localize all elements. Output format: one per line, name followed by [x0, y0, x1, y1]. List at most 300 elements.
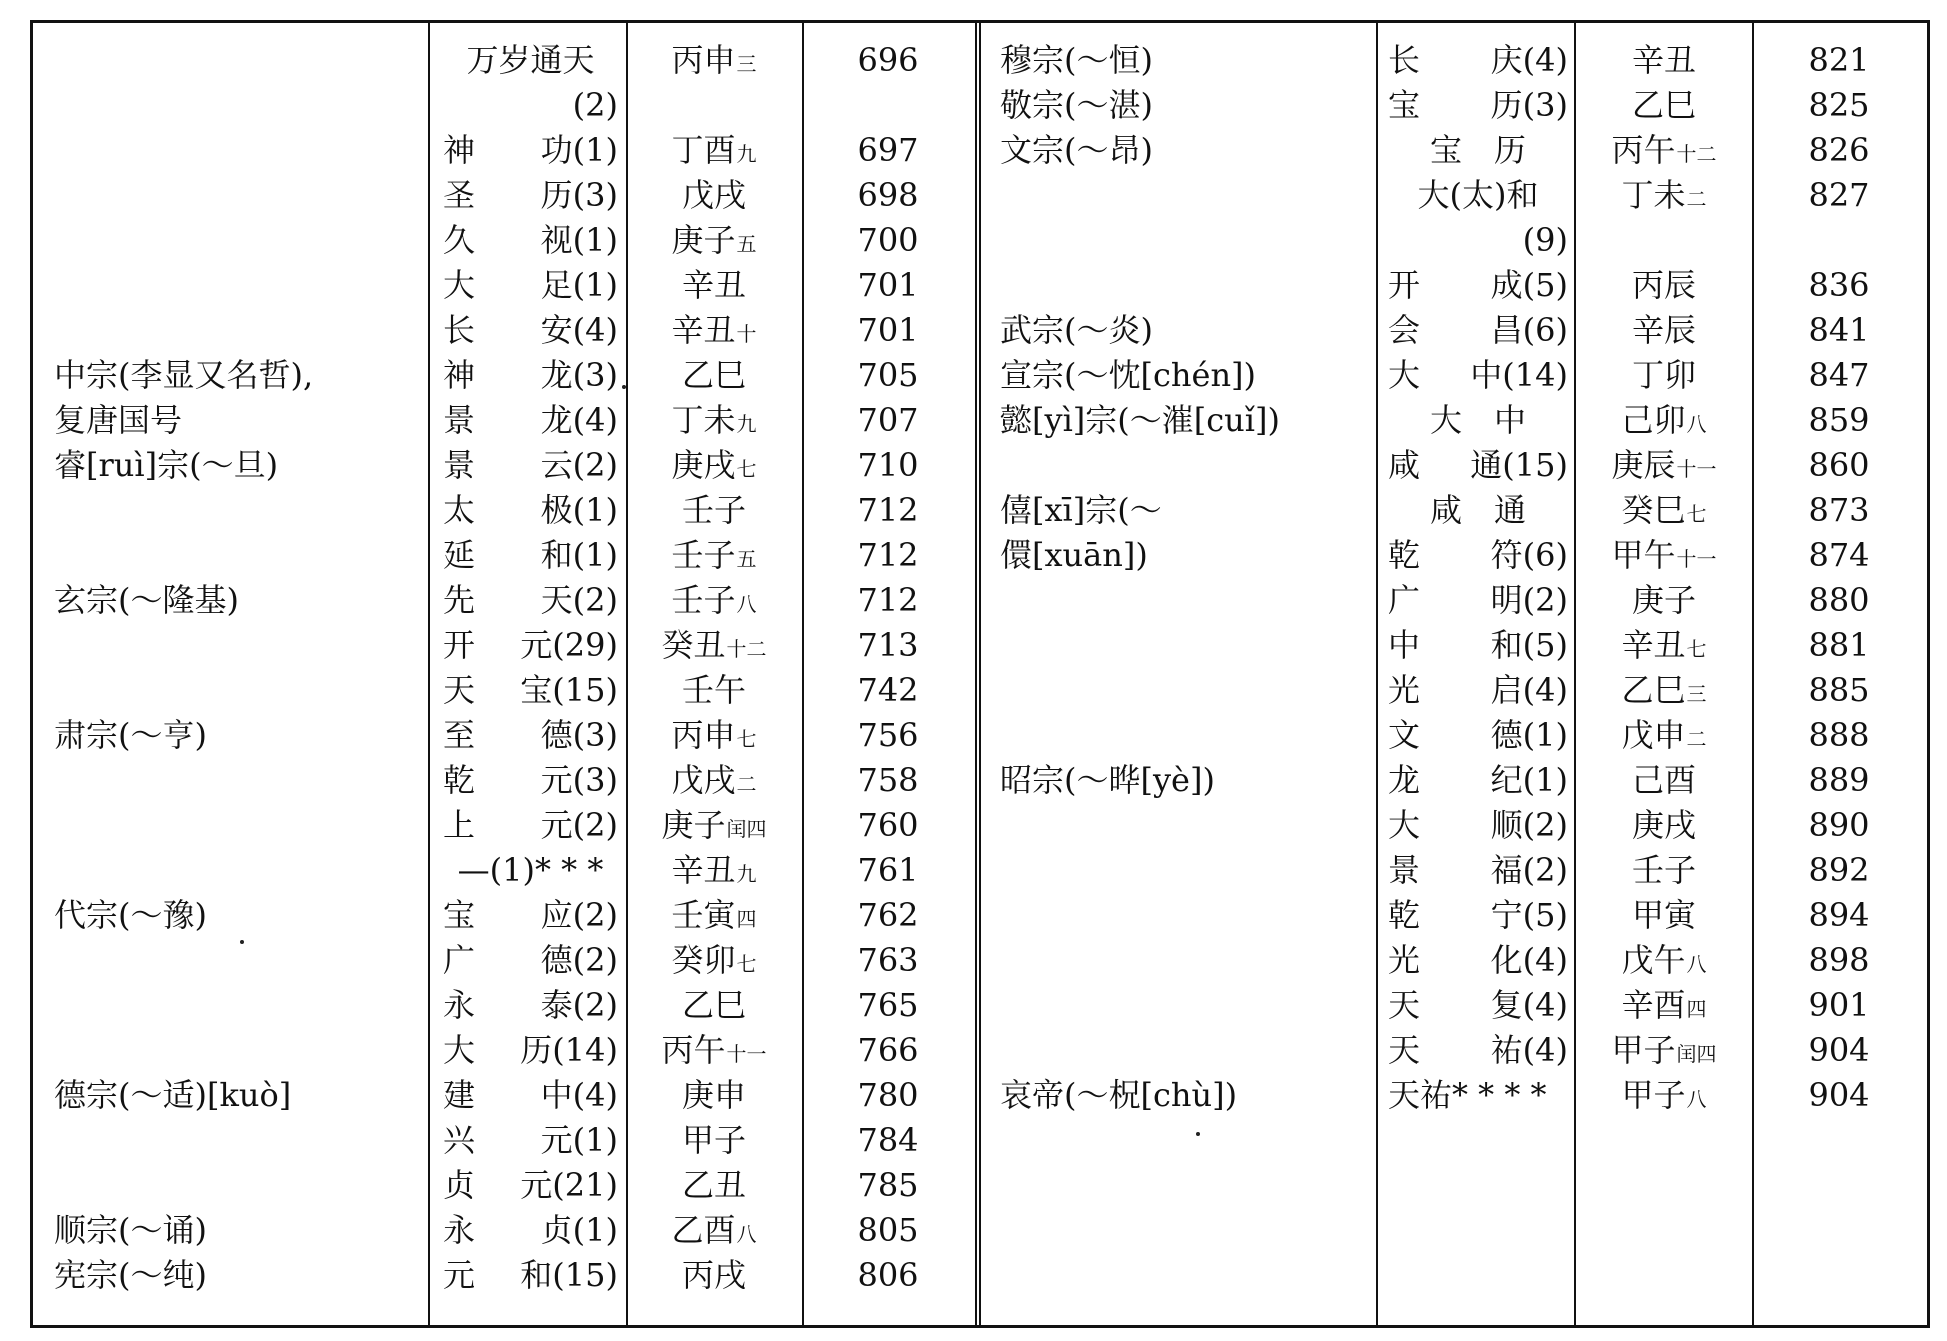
emperor-name: 顺宗(～诵) [54, 1211, 207, 1249]
ganzhi-cell [1582, 668, 1746, 717]
start-month: 八 [736, 592, 757, 616]
start-month: 八 [1686, 952, 1707, 976]
era-first-char: 乾 [443, 761, 476, 799]
start-month: 十一 [1676, 547, 1717, 571]
era-first-char: 永 [443, 986, 476, 1024]
era-rest: 足(1) [540, 266, 618, 304]
emperor-name: 德宗(～适)[kuò] [54, 1076, 292, 1114]
era-name [1388, 623, 1568, 668]
start-month: 九 [736, 142, 757, 166]
era-name [1388, 578, 1568, 623]
ganzhi-year: 丁未 [671, 401, 736, 439]
start-month: 八 [736, 1222, 757, 1246]
era-first-char: 兴 [443, 1121, 476, 1159]
era-first-char: 长 [1388, 41, 1421, 79]
ganzhi-year: 戊午 [1621, 941, 1686, 979]
emperor-name: 代宗(～豫) [54, 896, 207, 934]
ganzhi-year: 辛丑 [671, 311, 736, 349]
era-name [443, 1208, 618, 1253]
ganzhi-year: 丁酉 [671, 131, 736, 169]
ad-year: 763 [857, 941, 919, 979]
era-name [443, 578, 618, 623]
era-rest: 明(2) [1490, 581, 1568, 619]
ganzhi-cell [1582, 173, 1746, 222]
ganzhi-year: 辛辰 [1631, 311, 1696, 349]
ganzhi-year: 丁未 [1621, 176, 1686, 214]
ganzhi-year: 丁卯 [1631, 356, 1696, 394]
ganzhi-cell [1582, 488, 1746, 537]
ganzhi-cell [1582, 263, 1746, 308]
era-rest: 中(14) [1470, 356, 1568, 394]
ganzhi-year: 壬子 [671, 536, 736, 574]
ganzhi-year: 戊申 [1621, 716, 1686, 754]
era-first-char: 神 [443, 356, 476, 394]
ganzhi-cell [632, 578, 796, 627]
era-first-char: 元 [443, 1256, 476, 1294]
era-name [1388, 443, 1568, 488]
ad-year: 885 [1808, 671, 1870, 709]
ganzhi-year: 庚辰 [1611, 446, 1676, 484]
ganzhi-cell [1582, 758, 1746, 803]
era-rest: 通(15) [1470, 446, 1568, 484]
ganzhi-year: 壬午 [681, 671, 746, 709]
ad-year: 780 [857, 1076, 919, 1114]
ganzhi-year: 癸巳 [1621, 491, 1686, 529]
era-rest: 宁(5) [1490, 896, 1568, 934]
ad-year: 713 [857, 626, 919, 664]
era-rest: 元(1) [540, 1121, 618, 1159]
era-name [443, 713, 618, 758]
start-month: 四 [1686, 997, 1707, 1021]
start-month: 二 [1686, 727, 1707, 751]
emperor-name: 玄宗(～隆基) [54, 581, 239, 619]
column-divider [626, 20, 628, 1328]
ad-year: 697 [857, 131, 919, 169]
era-name [443, 218, 618, 263]
ad-year: 712 [857, 581, 919, 619]
ad-year: 762 [857, 896, 919, 934]
ganzhi-cell [1582, 893, 1746, 938]
ad-year: 873 [1808, 491, 1870, 529]
emperor-name: 肃宗(～亨) [54, 716, 207, 754]
ganzhi-year: 戊戌 [681, 176, 746, 214]
print-speck [1196, 1132, 1200, 1136]
ganzhi-cell [632, 1028, 796, 1077]
era-first-char: 中 [1388, 626, 1421, 664]
era-name [443, 443, 618, 488]
ganzhi-year: 丙戌 [681, 1256, 746, 1294]
ganzhi-cell [1582, 938, 1746, 987]
era-rest: 应(2) [540, 896, 618, 934]
era-name [1388, 893, 1568, 938]
ad-year: 742 [857, 671, 919, 709]
ganzhi-cell [1582, 398, 1746, 447]
ad-year: 756 [857, 716, 919, 754]
era-first-char: 永 [443, 1211, 476, 1249]
ganzhi-cell [632, 308, 796, 357]
era-first-char: 开 [1388, 266, 1421, 304]
ganzhi-year: 甲寅 [1631, 896, 1696, 934]
era-first-char: 广 [1388, 581, 1421, 619]
ganzhi-year: 丙午 [1611, 131, 1676, 169]
era-first-char: 景 [443, 446, 476, 484]
era-rest: 历(3) [540, 176, 618, 214]
era-name: 天祐* * * * [1388, 1076, 1547, 1114]
ad-year: 894 [1808, 896, 1870, 934]
era-name [1388, 1028, 1568, 1073]
era-first-char: 大 [1388, 806, 1421, 844]
column-divider [428, 20, 430, 1328]
era-rest: 元(29) [520, 626, 618, 664]
emperor-name: 穆宗(～恒) [1000, 41, 1153, 79]
era-rest: 符(6) [1490, 536, 1568, 574]
era-first-char: 太 [443, 491, 476, 529]
ad-year: 710 [857, 446, 919, 484]
era-rest: 和(15) [520, 1256, 618, 1294]
ad-year: 806 [857, 1256, 919, 1294]
ad-year: 701 [857, 311, 919, 349]
era-first-char: 天 [443, 671, 476, 709]
era-name [443, 173, 618, 218]
ganzhi-year: 丙辰 [1631, 266, 1696, 304]
start-month: 三 [1686, 682, 1707, 706]
emperor-name: 文宗(～昂) [1000, 131, 1153, 169]
ad-year: 712 [857, 536, 919, 574]
ganzhi-cell [1582, 443, 1746, 492]
era-rest: 泰(2) [540, 986, 618, 1024]
ganzhi-cell [632, 668, 796, 713]
era-rest: 贞(1) [540, 1211, 618, 1249]
emperor-name: 懿[yì]宗(～漼[cuǐ]) [1000, 401, 1280, 439]
ganzhi-cell [1582, 533, 1746, 582]
ganzhi-year: 壬子 [671, 581, 736, 619]
ganzhi-year: 甲子 [1611, 1031, 1676, 1069]
start-month: 二 [1686, 187, 1707, 211]
ad-year: 761 [857, 851, 919, 889]
ganzhi-cell [1582, 848, 1746, 893]
era-name [1388, 938, 1568, 983]
ganzhi-year: 乙丑 [681, 1166, 746, 1204]
era-name: (9) [1522, 221, 1568, 259]
era-name [1388, 308, 1568, 353]
era-name [443, 1118, 618, 1163]
era-rest: 和(1) [540, 536, 618, 574]
era-rest: 历(14) [520, 1031, 618, 1069]
start-month: 三 [736, 52, 757, 76]
era-rest: 顺(2) [1490, 806, 1568, 844]
ad-year: 712 [857, 491, 919, 529]
ganzhi-year: 癸卯 [671, 941, 736, 979]
era-first-char: 广 [443, 941, 476, 979]
ganzhi-year: 甲午 [1611, 536, 1676, 574]
era-first-char: 景 [1388, 851, 1421, 889]
ganzhi-year: 乙巳 [1631, 86, 1696, 124]
ad-year: 859 [1808, 401, 1870, 439]
era-rest: 历(3) [1490, 86, 1568, 124]
ganzhi-cell [632, 263, 796, 308]
ad-year: 889 [1808, 761, 1870, 799]
ad-year: 881 [1808, 626, 1870, 664]
ad-year: 701 [857, 266, 919, 304]
start-month: 闰四 [1676, 1042, 1717, 1066]
ganzhi-year: 乙巳 [681, 986, 746, 1024]
emperor-name: 宣宗(～忱[chén]) [1000, 356, 1257, 394]
ganzhi-cell [1582, 1028, 1746, 1077]
era-rest: 功(1) [540, 131, 618, 169]
ganzhi-year: 壬寅 [671, 896, 736, 934]
ganzhi-year: 乙巳 [1621, 671, 1686, 709]
start-month: 七 [736, 727, 757, 751]
ganzhi-cell [632, 1118, 796, 1163]
era-name [443, 803, 618, 848]
era-rest: 化(4) [1490, 941, 1568, 979]
start-month: 五 [736, 232, 757, 256]
era-first-char: 大 [443, 1031, 476, 1069]
era-first-char: 龙 [1388, 761, 1421, 799]
era-first-char: 乾 [1388, 536, 1421, 574]
era-name [1388, 533, 1568, 578]
column-divider [1574, 20, 1576, 1328]
start-month: 九 [736, 862, 757, 886]
era-first-char: 开 [443, 626, 476, 664]
era-first-char: 神 [443, 131, 476, 169]
start-month: 十一 [1676, 457, 1717, 481]
ad-year: 826 [1808, 131, 1870, 169]
emperor-name: 哀帝(～柷[chù]) [1000, 1076, 1238, 1114]
era-rest: 中(4) [540, 1076, 618, 1114]
era-first-char: 圣 [443, 176, 476, 214]
ganzhi-cell [1582, 1073, 1746, 1122]
era-name [1388, 263, 1568, 308]
ganzhi-year: 庚戌 [671, 446, 736, 484]
ganzhi-year: 辛丑 [681, 266, 746, 304]
ganzhi-year: 庚子 [1631, 581, 1696, 619]
ganzhi-cell [632, 938, 796, 987]
era-first-char: 光 [1388, 941, 1421, 979]
ganzhi-cell [632, 713, 796, 762]
ganzhi-year: 丙申 [671, 716, 736, 754]
ad-year: 892 [1808, 851, 1870, 889]
ganzhi-cell [632, 758, 796, 807]
era-name [443, 533, 618, 578]
ganzhi-year: 丙申 [671, 41, 736, 79]
print-speck [622, 385, 626, 389]
emperor-name: 宪宗(～纯) [54, 1256, 207, 1294]
era-first-char: 久 [443, 221, 476, 259]
era-first-char: 至 [443, 716, 476, 754]
era-rest: 天(2) [540, 581, 618, 619]
ad-year: 805 [857, 1211, 919, 1249]
era-first-char: 会 [1388, 311, 1421, 349]
ganzhi-cell [632, 353, 796, 398]
emperor-name: 儇[xuān]) [1000, 536, 1148, 574]
era-rest: 宝(15) [520, 671, 618, 709]
ad-year: 821 [1808, 41, 1870, 79]
ganzhi-year: 辛丑 [671, 851, 736, 889]
era-rest: 成(5) [1490, 266, 1568, 304]
era-first-char: 大 [1388, 356, 1421, 394]
era-name [1388, 848, 1568, 893]
ganzhi-year: 癸丑 [661, 626, 726, 664]
ad-year: 880 [1808, 581, 1870, 619]
era-first-char: 咸 [1388, 446, 1421, 484]
era-first-char: 文 [1388, 716, 1421, 754]
era-first-char: 天 [1388, 1031, 1421, 1069]
ad-year: 707 [857, 401, 919, 439]
ganzhi-year: 甲子 [1621, 1076, 1686, 1114]
ad-year: 860 [1808, 446, 1870, 484]
ad-year: 696 [857, 41, 919, 79]
ganzhi-year: 庚子 [671, 221, 736, 259]
emperor-name: 敬宗(～湛) [1000, 86, 1153, 124]
ad-year: 758 [857, 761, 919, 799]
era-first-char: 上 [443, 806, 476, 844]
ganzhi-cell [632, 173, 796, 218]
era-name [443, 1163, 618, 1208]
ad-year: 827 [1808, 176, 1870, 214]
start-month: 五 [736, 547, 757, 571]
ad-year: 841 [1808, 311, 1870, 349]
ganzhi-cell [632, 443, 796, 492]
start-month: 十二 [726, 637, 767, 661]
ganzhi-cell [632, 488, 796, 533]
era-rest: 纪(1) [1490, 761, 1568, 799]
ganzhi-year: 戊戌 [671, 761, 736, 799]
era-rest: 元(21) [520, 1166, 618, 1204]
start-month: 二 [736, 772, 757, 796]
era-rest: 龙(4) [540, 401, 618, 439]
ad-year: 904 [1808, 1076, 1870, 1114]
ad-year: 890 [1808, 806, 1870, 844]
ganzhi-cell [632, 803, 796, 852]
ad-year: 705 [857, 356, 919, 394]
ad-year: 765 [857, 986, 919, 1024]
ganzhi-cell [1582, 983, 1746, 1032]
ganzhi-cell [632, 623, 796, 672]
era-name [443, 1073, 618, 1118]
start-month: 四 [736, 907, 757, 931]
ad-year: 836 [1808, 266, 1870, 304]
ganzhi-cell [632, 1073, 796, 1118]
era-rest: 复(4) [1490, 986, 1568, 1024]
emperor-name: 昭宗(～晔[yè]) [1000, 761, 1215, 799]
era-rest: 元(2) [540, 806, 618, 844]
center-double-divider [975, 20, 981, 1328]
emperor-name: 复唐国号 [54, 401, 183, 439]
era-first-char: 宝 [1388, 86, 1421, 124]
ganzhi-year: 甲子 [681, 1121, 746, 1159]
ganzhi-year: 庚申 [681, 1076, 746, 1114]
era-name [1388, 713, 1568, 758]
ad-year: 698 [857, 176, 919, 214]
era-name [443, 983, 618, 1028]
ad-year: 785 [857, 1166, 919, 1204]
ganzhi-year: 庚子 [661, 806, 726, 844]
ad-year: 700 [857, 221, 919, 259]
era-first-char: 大 [443, 266, 476, 304]
start-month: 七 [736, 952, 757, 976]
ad-year: 888 [1808, 716, 1870, 754]
ganzhi-year: 壬子 [1631, 851, 1696, 889]
ganzhi-cell [1582, 353, 1746, 398]
era-rest: 德(1) [1490, 716, 1568, 754]
ganzhi-year: 己酉 [1631, 761, 1696, 799]
era-name: 万岁通天 [466, 41, 595, 79]
start-month: 七 [1686, 502, 1707, 526]
era-name [443, 128, 618, 173]
ganzhi-cell [632, 1253, 796, 1298]
era-rest: 龙(3) [540, 356, 618, 394]
ganzhi-year: 乙酉 [671, 1211, 736, 1249]
ganzhi-cell [632, 848, 796, 897]
era-first-char: 长 [443, 311, 476, 349]
ganzhi-cell [1582, 308, 1746, 353]
era-first-char: 光 [1388, 671, 1421, 709]
start-month: 七 [736, 457, 757, 481]
start-month: 九 [736, 412, 757, 436]
era-name [1388, 803, 1568, 848]
ad-year: 784 [857, 1121, 919, 1159]
column-divider [1752, 20, 1754, 1328]
era-name [443, 398, 618, 443]
ad-year: 898 [1808, 941, 1870, 979]
start-month: 七 [1686, 637, 1707, 661]
era-rest: 庆(4) [1490, 41, 1568, 79]
ganzhi-cell [1582, 803, 1746, 848]
emperor-name: 僖[xī]宗(～ [1000, 491, 1162, 529]
era-rest: 福(2) [1490, 851, 1568, 889]
ganzhi-year: 辛丑 [1621, 626, 1686, 664]
era-name [1388, 353, 1568, 398]
start-month: 闰四 [726, 817, 767, 841]
era-rest: 祐(4) [1490, 1031, 1568, 1069]
era-rest: 极(1) [540, 491, 618, 529]
ganzhi-cell [632, 533, 796, 582]
era-rest: 和(5) [1490, 626, 1568, 664]
print-speck [240, 940, 244, 944]
ganzhi-year: 丙午 [661, 1031, 726, 1069]
era-name [1388, 668, 1568, 713]
ad-year: 760 [857, 806, 919, 844]
era-name [1388, 38, 1568, 83]
era-name [1388, 83, 1568, 128]
ganzhi-cell [1582, 128, 1746, 177]
ganzhi-cell [632, 1208, 796, 1257]
ganzhi-cell [632, 398, 796, 447]
ganzhi-cell [1582, 38, 1746, 83]
ganzhi-year: 辛酉 [1621, 986, 1686, 1024]
start-month: 八 [1686, 1087, 1707, 1111]
era-name [443, 353, 618, 398]
ganzhi-year: 己卯 [1621, 401, 1686, 439]
era-name [443, 1028, 618, 1073]
era-name [443, 938, 618, 983]
era-rest: 元(3) [540, 761, 618, 799]
start-month: 八 [1686, 412, 1707, 436]
era-name: —(1)* * * [457, 851, 604, 889]
ad-year: 847 [1808, 356, 1870, 394]
era-rest: 德(2) [540, 941, 618, 979]
ganzhi-cell [1582, 83, 1746, 128]
era-name [443, 263, 618, 308]
era-rest: 视(1) [540, 221, 618, 259]
era-first-char: 建 [443, 1076, 476, 1114]
ad-year: 904 [1808, 1031, 1870, 1069]
era-name [443, 668, 618, 713]
era-first-char: 贞 [443, 1166, 476, 1204]
era-name [443, 488, 618, 533]
ad-year: 901 [1808, 986, 1870, 1024]
